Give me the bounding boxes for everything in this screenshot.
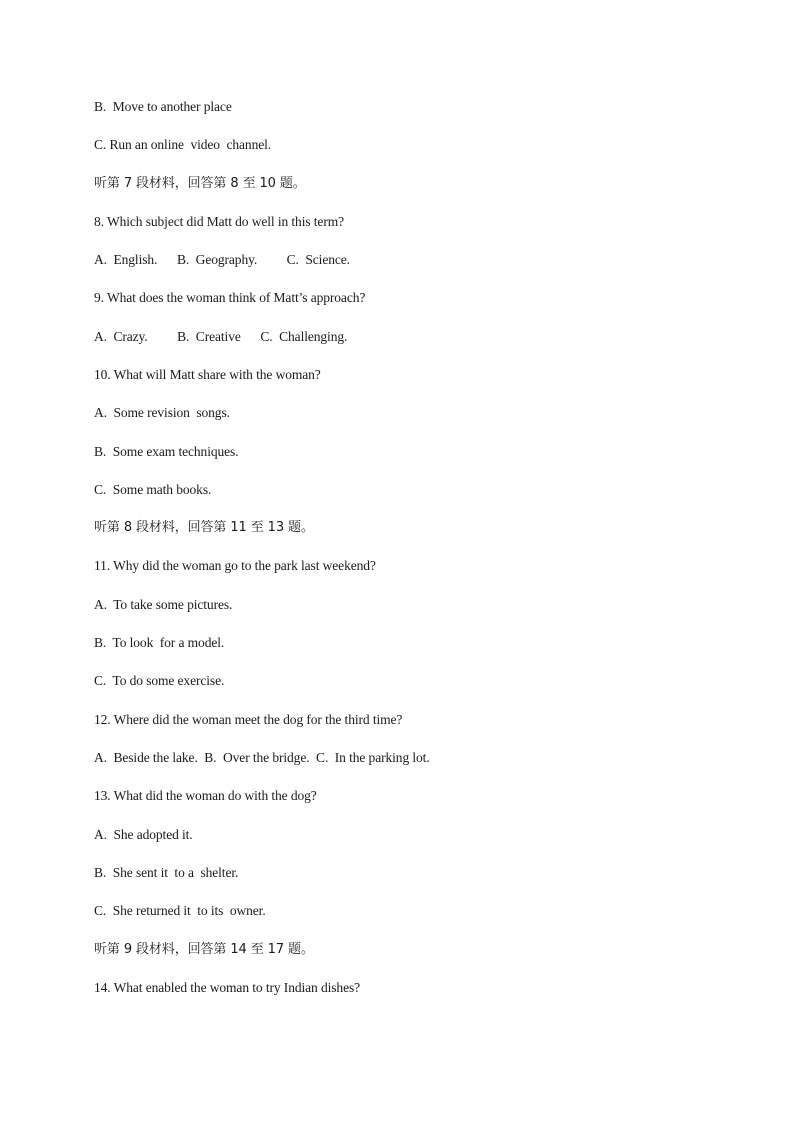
question-10-option-b: B. Some exam techniques.: [94, 444, 239, 459]
question-8: 8. Which subject did Matt do well in this term?: [94, 214, 345, 229]
question-10-option-c: C. Some math books.: [94, 482, 212, 497]
question-9-options: A. Crazy. B. Creative C. Challenging.: [94, 329, 348, 344]
question-13-option-b: B. She sent it to a shelter.: [94, 865, 239, 880]
question-10-option-a: A. Some revision songs.: [94, 405, 230, 420]
question-11-option-b: B. To look for a model.: [94, 635, 225, 650]
question-9: 9. What does the woman think of Matt’s approach?: [94, 290, 366, 305]
question-12-options: A. Beside the lake. B. Over the bridge. C. In the parking lot.: [94, 750, 430, 765]
question-11-option-c: C. To do some exercise.: [94, 673, 225, 688]
question-12: 12. Where did the woman meet the dog for the third time?: [94, 712, 403, 727]
question-8-options: A. English. B. Geography. C. Science.: [94, 252, 350, 267]
section-instruction-7: 听第 7 段材料，回答第 8 至 10 题。: [94, 176, 306, 191]
question-14: 14. What enabled the woman to try Indian dishes?: [94, 980, 361, 995]
question-13-option-c: C. She returned it to its owner.: [94, 903, 266, 918]
question-13: 13. What did the woman do with the dog?: [94, 788, 317, 803]
question-10: 10. What will Matt share with the woman?: [94, 367, 321, 382]
option-c-video-channel: C. Run an online video channel.: [94, 137, 272, 152]
question-13-option-a: A. She adopted it.: [94, 827, 193, 842]
question-11-option-a: A. To take some pictures.: [94, 597, 233, 612]
question-11: 11. Why did the woman go to the park last weekend?: [94, 558, 376, 573]
section-instruction-9: 听第 9 段材料，回答第 14 至 17 题。: [94, 942, 314, 957]
option-b-move: B. Move to another place: [94, 99, 232, 114]
section-instruction-8: 听第 8 段材料，回答第 11 至 13 题。: [94, 520, 314, 535]
